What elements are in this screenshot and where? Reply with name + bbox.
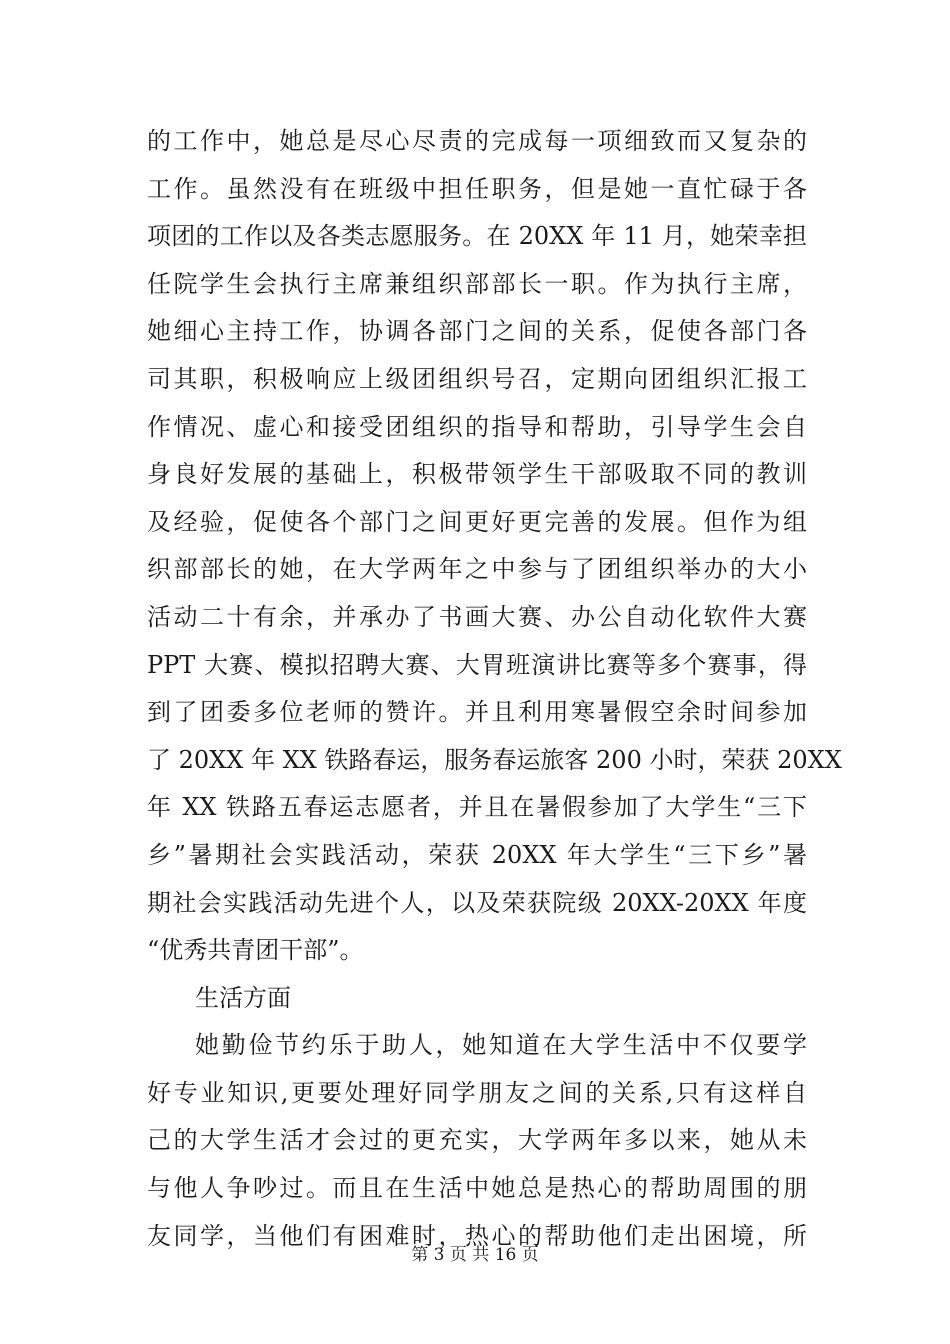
- section-heading: 生活方面: [195, 983, 291, 1012]
- text-line: 作情况、虚心和接受团组织的指导和帮助，引导学生会自: [147, 412, 807, 441]
- text-line: 友同学，当他们有困难时，热心的帮助他们走出困境，所: [147, 1221, 807, 1250]
- text-line: 己的大学生活才会过的更充实，大学两年多以来，她从未: [147, 1126, 807, 1155]
- text-line: 任院学生会执行主席兼组织部部长一职。作为执行主席，: [147, 269, 807, 298]
- text-line: 与他人争吵过。而且在生活中她总是热心的帮助周围的朋: [147, 1174, 807, 1203]
- text-line: 工作。虽然没有在班级中担任职务，但是她一直忙碌于各: [147, 174, 807, 203]
- text-line: 了 20XX 年 XX 铁路春运，服务春运旅客 200 小时，荣获 20XX: [147, 745, 842, 774]
- text-line: 的工作中，她总是尽心尽责的完成每一项细致而又复杂的: [147, 127, 807, 155]
- text-line: 织部部长的她，在大学两年之中参与了团组织举办的大小: [147, 555, 807, 584]
- text-line: 乡”暑期社会实践活动，荣获 20XX 年大学生“三下乡”暑: [147, 840, 807, 869]
- text-line: 项团的工作以及各类志愿服务。在 20XX 年 11 月，她荣幸担: [147, 222, 807, 251]
- text-line: 她勤俭节约乐于助人，她知道在大学生活中不仅要学: [195, 1031, 807, 1060]
- text-line: 身良好发展的基础上，积极带领学生干部吸取不同的教训: [147, 460, 807, 489]
- text-line: 活动二十有余，并承办了书画大赛、办公自动化软件大赛: [147, 602, 807, 631]
- text-line: 好专业知识,更要处理好同学朋友之间的关系,只有这样自: [147, 1078, 807, 1107]
- text-line: PPT 大赛、模拟招聘大赛、大胃班演讲比赛等多个赛事，得: [147, 650, 807, 679]
- text-line: 司其职，积极响应上级团组织号召，定期向团组织汇报工: [147, 364, 807, 393]
- page-number-footer: 第 3 页 共 16 页: [411, 1245, 539, 1265]
- text-line: 年 XX 铁路五春运志愿者，并且在暑假参加了大学生“三下: [147, 793, 807, 822]
- text-line: 她细心主持工作，协调各部门之间的关系，促使各部门各: [147, 317, 807, 346]
- text-line: “优秀共青团干部”。: [147, 936, 364, 965]
- text-line: 及经验，促使各个部门之间更好更完善的发展。但作为组: [147, 507, 807, 536]
- text-line: 到了团委多位老师的赞许。并且利用寒暑假空余时间参加: [147, 698, 807, 727]
- body-text: [147, 118, 842, 1260]
- text-line: 期社会实践活动先进个人，以及荣获院级 20XX-20XX 年度: [147, 888, 807, 917]
